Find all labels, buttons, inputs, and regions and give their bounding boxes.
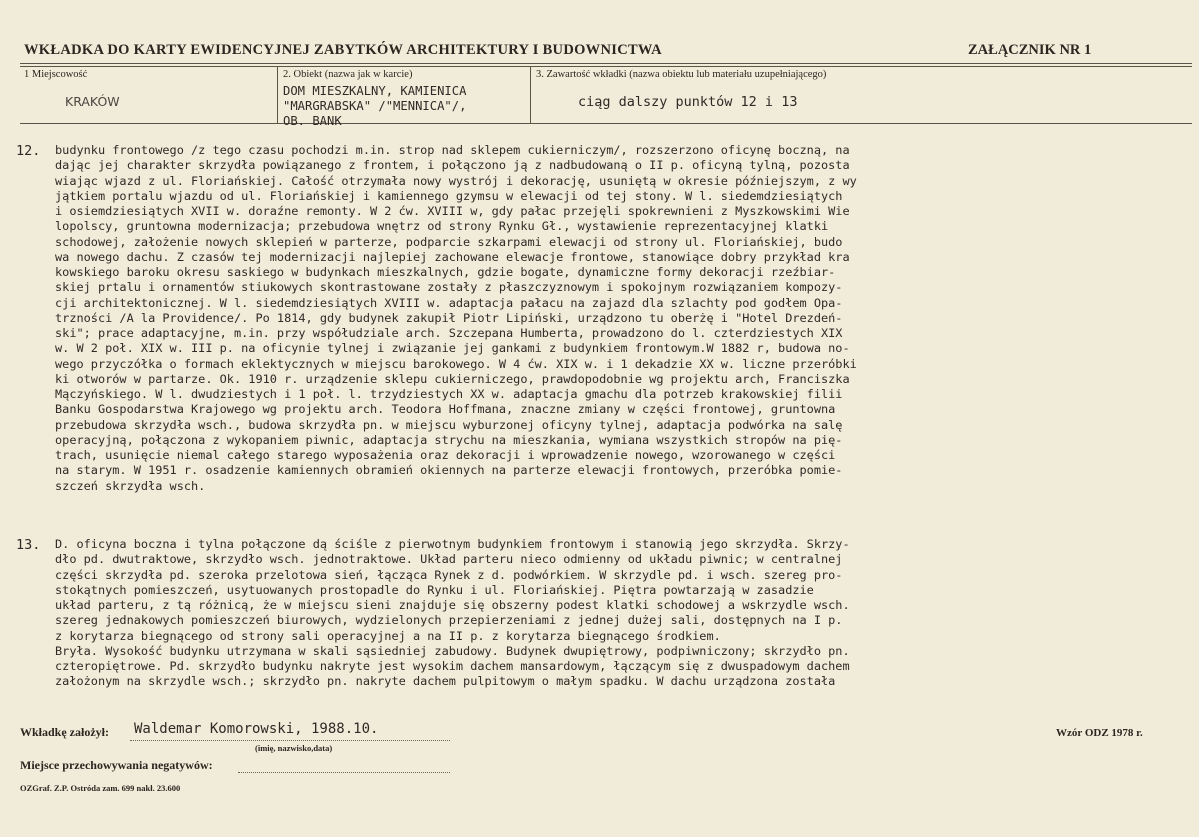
text-line: Mączyńskiego. W l. dwudziestych i 1 poł. l. trzydziestych XX w. adaptacja gmachu dla potrzeb krakowskiej filii bbox=[55, 387, 843, 401]
text-line: budynku frontowego /z tego czasu pochodzi m.in. strop nad sklepem cukierniczym/, rozszerzono oficynę boczną, na bbox=[55, 143, 850, 157]
text-line: wiając wjazd z ul. Floriańskiej. Całość otrzymała nowy wystrój i dekorację, usuniętą w okresie późniejszym, z wy bbox=[55, 173, 857, 188]
section-12-text bbox=[55, 143, 857, 494]
content-label: 3. Zawartość wkładki (nazwa obiektu lub materiału uzupełniającego) bbox=[536, 69, 827, 80]
text-line: kowskiego baroku okresu saskiego w budynkach mieszkalnych, gdzie bogate, dynamiczne formy dekoracji rzeźbiar- bbox=[55, 265, 836, 279]
text-line: na starym. W 1951 r. osadzenie kamiennych obramień okiennych na parterze elewacji frontowych, przeróbka pomie- bbox=[55, 463, 843, 478]
text-line: D. oficyna boczna i tylna połączone dą ściśle z pierwotnym budynkiem frontowym i stanowią jego skrzydła. Skrzy- bbox=[55, 537, 850, 551]
prepared-caption: (imię, nazwisko,data) bbox=[255, 743, 333, 753]
section-number: 12. bbox=[16, 143, 41, 159]
text-line: schodowej, założenie nowych sklepień w parterze, podparcie szkarpami elewacji od strony ul. Floriańskiej, budo bbox=[55, 234, 843, 249]
text-line: układ parteru, z tą różnicą, że w miejscu sieni znajduje się obszerny podest klatki schodowej a wskrzydle wsch. bbox=[55, 598, 850, 612]
storage-label: Miejsce przechowywania negatywów: bbox=[20, 758, 213, 772]
object-line: "MARGRABSKA" /"MENNICA"/, bbox=[283, 99, 467, 113]
prepared-label: Wkładkę założył: bbox=[20, 725, 109, 739]
text-line: części skrzydła pd. szeroka przelotowa sień, łącząca Rynek z d. podwórkiem. W skrzydle pd. i wsch. szereg pro- bbox=[55, 567, 843, 582]
section-13-text bbox=[55, 537, 850, 690]
header-rule-top-2 bbox=[20, 66, 1192, 67]
header-rule-bottom bbox=[20, 123, 1192, 124]
text-line: z korytarza biegnącego od strony sali operacyjnej a na II p. z korytarza biegnącego środkiem. bbox=[55, 628, 721, 643]
storage-dotted-line bbox=[238, 772, 450, 773]
object-line: OB. BANK bbox=[283, 114, 342, 128]
text-line: założonym na skrzydle wsch.; skrzydło pn. nakryte dachem pulpitowym o małym spadku. W dachu urządzona została bbox=[55, 674, 836, 689]
text-line: ki otworów w partarze. Ok. 1910 r. urządzenie sklepu cukierniczego, prawdopodobnie wg projektu arch, Franciszka bbox=[55, 371, 850, 386]
text-line: ski"; prace adaptacyjne, m.in. przy współudziale arch. Szczepana Humberta, prowadzono do l. czterdziestych XIX bbox=[55, 326, 843, 340]
header-rule-top bbox=[20, 63, 1192, 64]
text-line: Banku Gospodarstwa Krajowego wg projektu arch. Teodora Hoffmana, znaczne zmiany w części frontowej, gruntowna bbox=[55, 402, 836, 417]
section-number: 13. bbox=[16, 537, 41, 553]
text-line: czteropiętrowe. Pd. skrzydło budynku nakryte jest wysokim dachem mansardowym, łączącym się z dwuspadowym dachem bbox=[55, 659, 850, 673]
text-line: wego przyczółka o formach eklektycznych w miejscu barokowego. W 4 ćw. XIX w. i 1 dekadzie XX w. liczne przeróbki bbox=[55, 356, 857, 371]
text-line: jątkiem portalu wjazdu od ul. Floriańskiej i kamiennego gzymsu w elewacji od tej stony. W l. siedemdziesiątych bbox=[55, 188, 843, 203]
header-divider-2 bbox=[530, 66, 531, 123]
text-line: szereg jednakowych pomieszczeń biurowych, wydzielonych przepierzeniami z jednej dużej sali, dostępnych na I p. bbox=[55, 613, 843, 628]
text-line: operacyjną, połączona z wykopaniem piwnic, adaptacja strychu na mieszkania, wymiana wszystkich stropów na pię- bbox=[55, 432, 843, 447]
header-divider-1 bbox=[277, 66, 278, 123]
text-line: szczeń skrzydła wsch. bbox=[55, 478, 206, 493]
object-label: 2. Obiekt (nazwa jak w karcie) bbox=[283, 69, 413, 80]
form-title: WKŁADKA DO KARTY EWIDENCYJNEJ ZABYTKÓW ARCHITEKTURY I BUDOWNICTWA bbox=[24, 42, 662, 58]
object-line: DOM MIESZKALNY, KAMIENICA bbox=[283, 84, 467, 98]
location-value: KRAKÓW bbox=[65, 94, 120, 109]
prepared-dotted-line bbox=[130, 740, 450, 741]
text-line: cji architektonicznej. W l. siedemdziesiątych XVIII w. adaptacja pałacu na zajazd dla szlachty pod godłem Opa- bbox=[55, 295, 843, 310]
annex-number: ZAŁĄCZNIK NR 1 bbox=[968, 42, 1092, 58]
printer-info: OZGraf. Z.P. Ostróda zam. 699 nakł. 23.600 bbox=[20, 783, 181, 793]
text-line: i osiemdziesiątych XVII w. doraźne remonty. W 2 ćw. XVIII w, gdy pałac przejęli spokrewnieni z Myszkowskimi Wie bbox=[55, 204, 850, 218]
text-line: skiej prtalu i ornamentów stiukowych skontrastowane zostały z płaszczyznowym i spokojnym rozwiązaniem kompozy- bbox=[55, 280, 843, 295]
location-label: 1 Miejscowość bbox=[24, 69, 88, 80]
content-value: ciąg dalszy punktów 12 i 13 bbox=[578, 94, 798, 110]
text-line: dając jej charakter skrzydła powiązanego z frontem, i połączono ją z nadbudowaną o II p. oficyną tylną, pozosta bbox=[55, 158, 850, 173]
form-model: Wzór ODZ 1978 r. bbox=[1056, 727, 1143, 739]
prepared-value: Waldemar Komorowski, 1988.10. bbox=[134, 721, 379, 737]
text-line: wa nowego dachu. Z czasów tej modernizacji najlepiej zachowane elewacje frontowe, stanowiące dobry przykład kra bbox=[55, 249, 850, 264]
text-line: trzności /A la Providence/. Po 1814, gdy budynek zakupił Piotr Lipiński, urządzono tu oberżę i "Hotel Drezdeń- bbox=[55, 310, 843, 325]
text-line: trach, usunięcie niemal całego starego wyposażenia oraz dekoracji i wprowadzenie nowego, wzorowanego w części bbox=[55, 448, 836, 462]
text-line: w. W 2 poł. XIX w. III p. na oficynie tylnej i związanie jej gankami z budynkiem frontowym.W 1882 r, budowa no- bbox=[55, 341, 850, 356]
text-line: stokątnych pomieszczeń, usytuowanych prostopadle do Rynku i ul. Floriańskiej. Piętra powtarzają w zasadzie bbox=[55, 582, 814, 597]
text-line: Bryła. Wysokość budynku utrzymana w skali sąsiedniej zabudowy. Budynek dwupiętrowy, podpiwniczony; skrzydło pn. bbox=[55, 643, 850, 658]
text-line: dło pd. dwutraktowe, skrzydło wsch. jednotraktowe. Układ parteru nieco odmienny od układu piwnic; w centralnej bbox=[55, 552, 843, 567]
text-line: lopolscy, gruntowna modernizacja; przebudowa wnętrz od strony Rynku Gł., wystawienie reprezentacyjnej klatki bbox=[55, 219, 829, 234]
text-line: przebudowa skrzydła wsch., budowa skrzydła pn. w miejscu wyburzonej oficyny tylnej, adaptacja podwórka na salę bbox=[55, 417, 843, 432]
